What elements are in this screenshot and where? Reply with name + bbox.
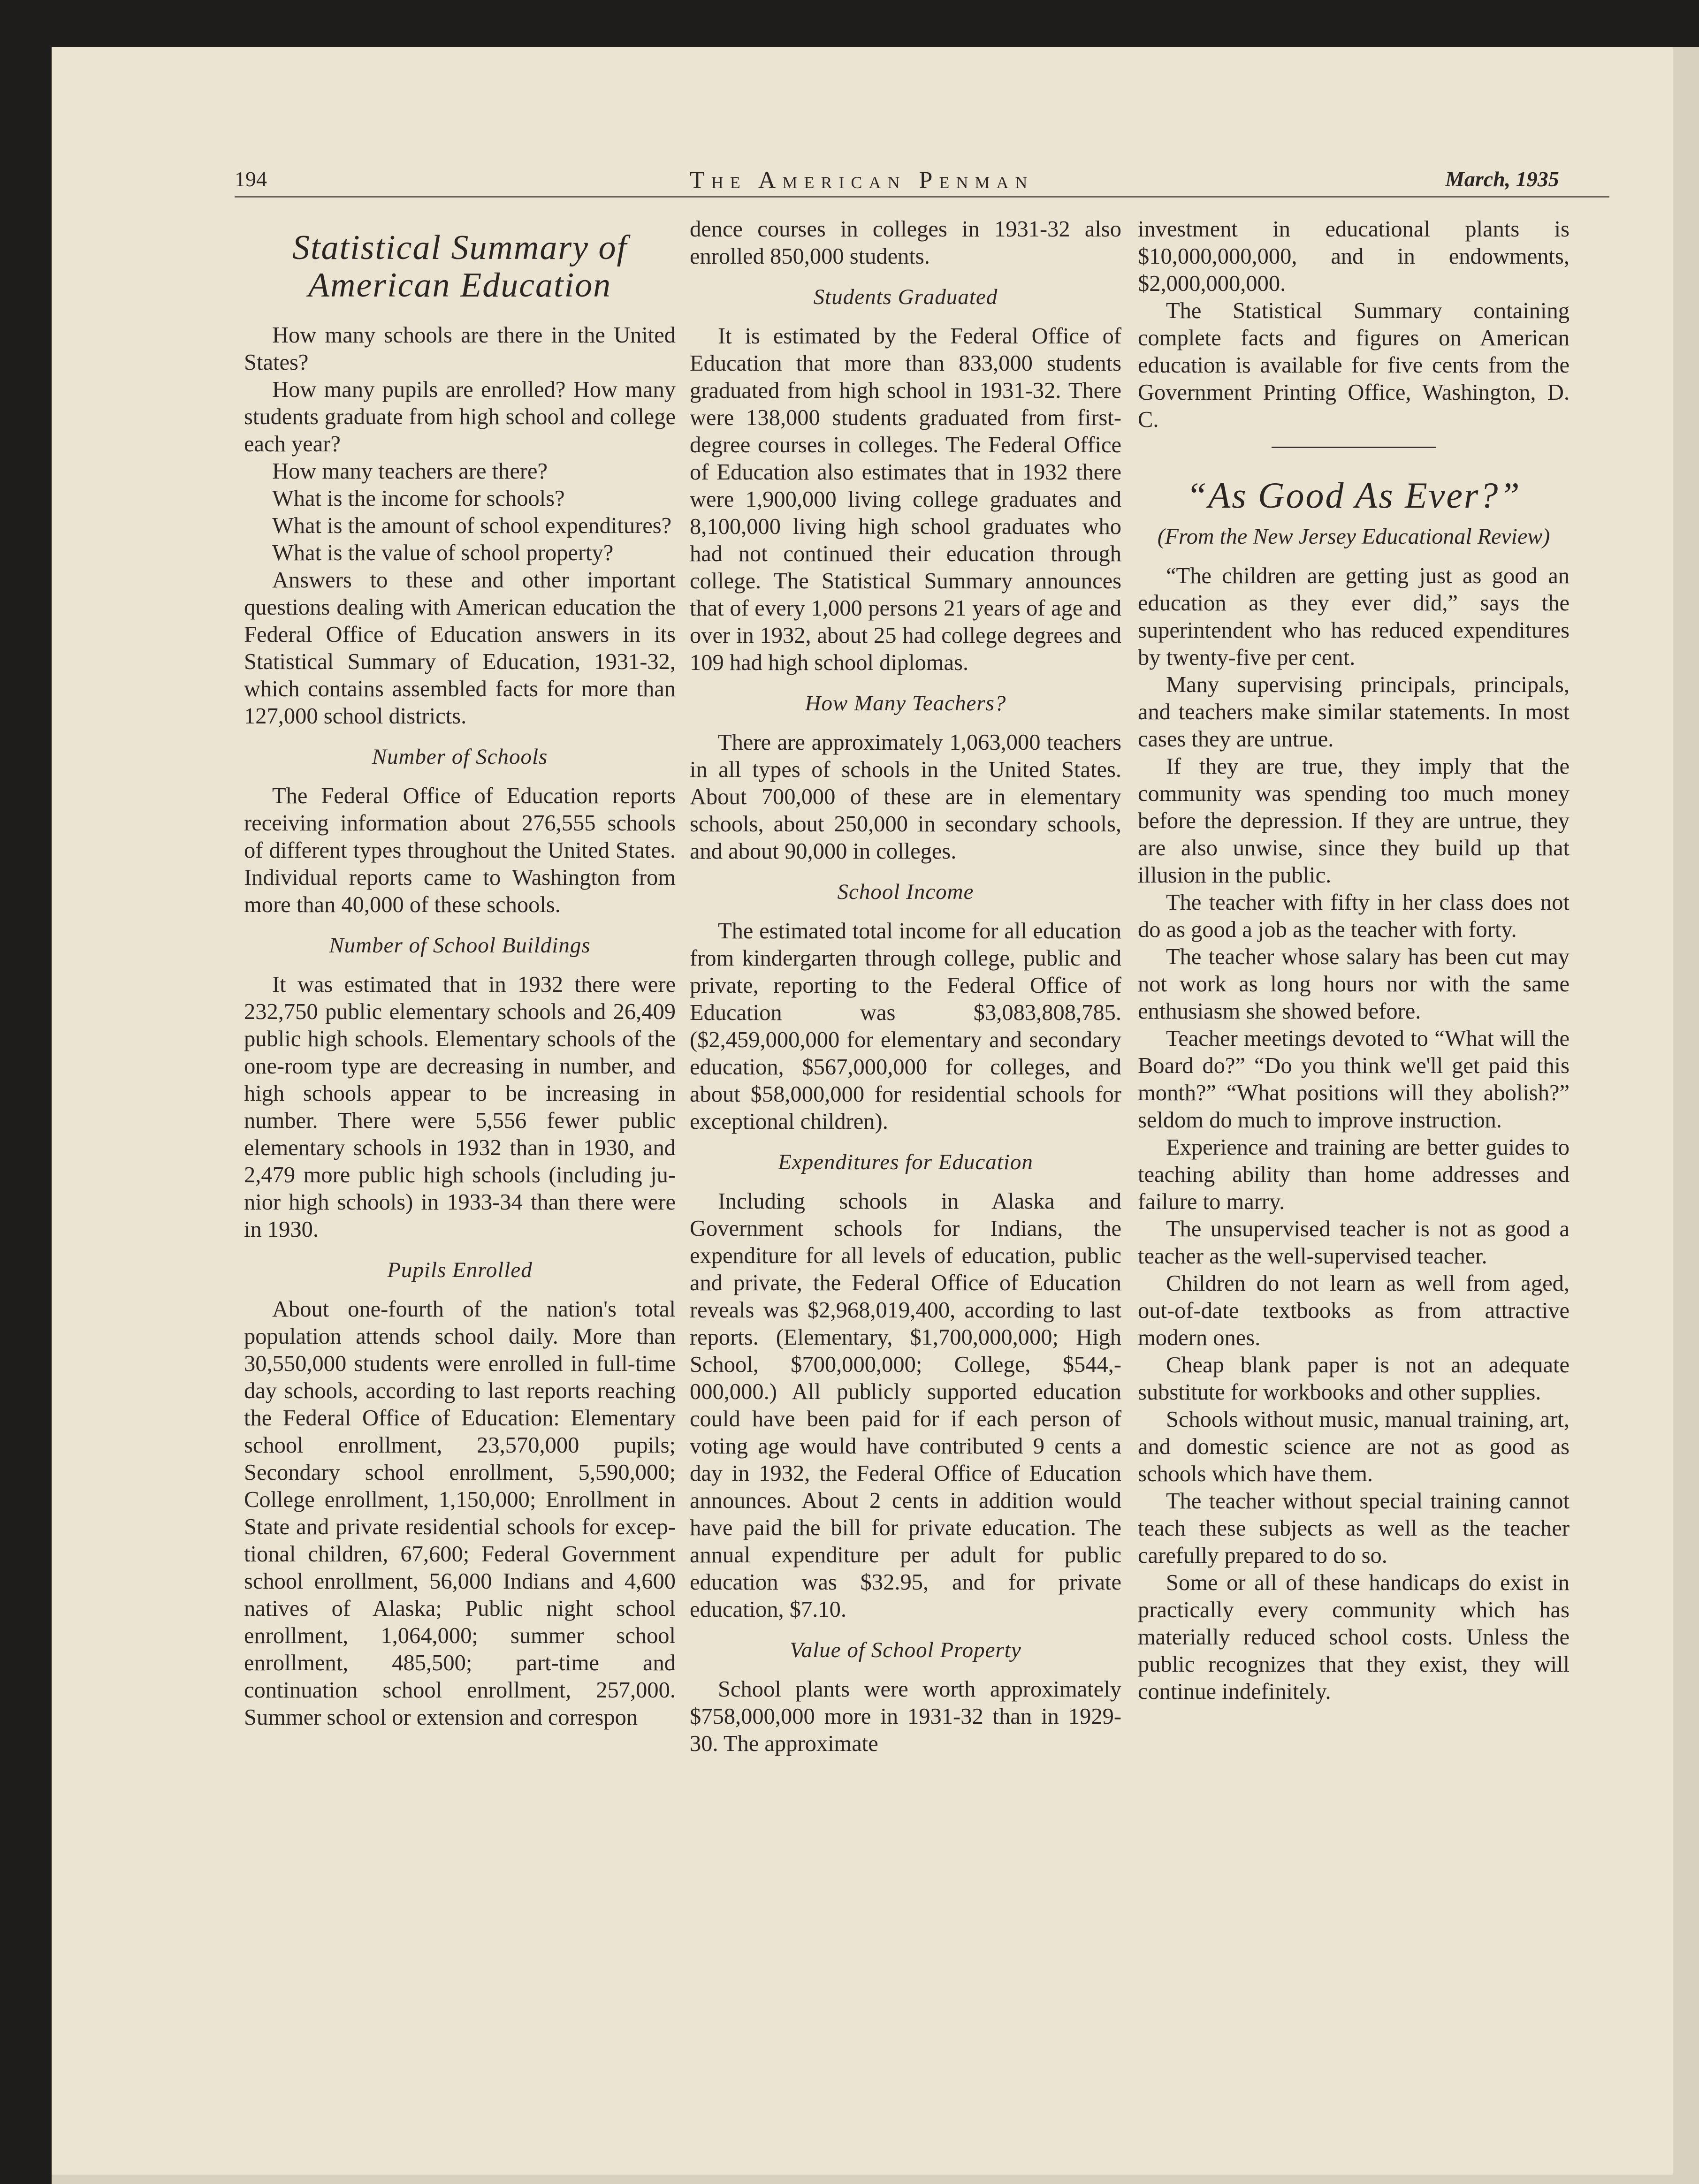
article-paragraph: The teacher without special training cannot teach these subjects as well as the teacher carefully prepared to do so. xyxy=(1138,1489,1569,1568)
article-source: (From the New Jersey Educational Review) xyxy=(1157,524,1550,549)
page-edge-bottom xyxy=(52,2175,1684,2184)
article-paragraph: Some or all of these handicaps do exist in practically every community which has materially reduced school costs. Unless the public recognizes that they exist, they will continue indefinitely. xyxy=(1138,1570,1569,1704)
section-paragraph: Including schools in Alaska and Government schools for Indians, the expenditure for all levels of education, public and private, the Federal Office of Education reveals was $2,968,019,400, according to last reports. (Elementary, $1,700,000,000; High School, $700,000,000; College, $544,000,000.) All publicly supported education could have been paid for if each person of voting age would have contributed 9 cents a day in 1932, the Federal Office of Education announces. About 2 cents in addition would have paid the bill for private education. The annual expenditure per adult for public education was $32.95, and for private education, $7.10. xyxy=(690,1189,1121,1622)
page-edge-right xyxy=(1673,47,1699,2184)
closing-paragraph: The Statistical Summary containing complete facts and figures on American education is available for five cents from the Government Printing Office, Washington, D. C. xyxy=(1138,298,1569,432)
section-heading: Number of School Buildings xyxy=(329,933,591,958)
section-heading: Pupils Enrolled xyxy=(387,1258,533,1282)
header-rule xyxy=(235,196,1609,198)
article-divider xyxy=(1272,447,1436,448)
section-paragraph: School plants were worth approximately $758,000,000 more in 1931-32 than in 1929-30. The approximate xyxy=(690,1677,1121,1756)
section-paragraph: It was estimated that in 1932 there were 232,750 public elementary schools and 26,409 public high schools. Elementary schools of the one-room type are decreasing in number, and high schools appear to be increasing in number. There were 5,556 fewer public elementary schools in 1932 than in 1930, and 2,479 more public high schools (including junior high schools) in 1933-34 than there were in 1930. xyxy=(244,972,676,1242)
section-heading: School Income xyxy=(837,880,974,904)
article-title: “As Good As Ever?” xyxy=(1186,475,1521,516)
intro-question: What is the amount of school expenditures? xyxy=(272,513,672,538)
article-paragraph: Experience and training are better guides to teaching ability than home addresses and failure to marry. xyxy=(1138,1135,1569,1214)
section-paragraph: There are approximately 1,063,000 teachers in all types of schools in the United States. About 700,000 of these are in elementary schools, about 250,000 in secondary schools, and about 90,000 in colleges. xyxy=(690,730,1121,864)
section-heading: Value of School Property xyxy=(790,1638,1021,1662)
article-paragraph: Schools without music, manual training, art, and domestic science are not as good as schools which have them. xyxy=(1138,1407,1569,1486)
section-heading: How Many Teachers? xyxy=(805,691,1006,715)
issue-date: March, 1935 xyxy=(1445,167,1559,191)
intro-paragraph: Answers to these and other important questions dealing with American education the Federal Office of Education answers in its Statistical Summary of Education, 1931-32, which contains assembled facts for more than 127,000 school districts. xyxy=(244,568,676,729)
section-paragraph: About one-fourth of the nation's total population attends school daily. More than 30,550,000 students were enrolled in full-time day schools, according to last reports reaching the Federal Office of Education: Elementary school enrollment, 23,570,000 pupils; Secondary school enrollment, 5,590,000; College enrollment, 1,150,000; Enrollment in State and private residential schools for exceptional children, 67,600; Federal Government school enrollment, 56,000 Indians and 4,600 natives of Alaska; Public night school enrollment, 1,064,000; summer school enrollment, 485,500; part-time and continuation school enrollment, 257,000. Summer school or extension and correspon xyxy=(244,1297,676,1730)
column-3 xyxy=(1138,216,1569,1705)
continued-paragraph: dence courses in colleges in 1931-32 also enrolled 850,000 students. xyxy=(690,217,1121,269)
section-heading: Expenditures for Education xyxy=(778,1150,1033,1174)
article-paragraph: Many supervising principals, principals, and teachers make similar statements. In most cases they are untrue. xyxy=(1138,672,1569,752)
intro-question: How many schools are there in the United States? xyxy=(244,323,676,375)
page-number: 194 xyxy=(235,167,267,191)
article-paragraph: The teacher with fifty in her class does not do as good a job as the teacher with forty. xyxy=(1138,890,1569,942)
article-paragraph: The unsupervised teacher is not as good a teacher as the well-supervised teacher. xyxy=(1138,1217,1569,1269)
article-paragraph: The teacher whose salary has been cut may not work as long hours nor with the same enthusiasm she showed before. xyxy=(1138,944,1569,1024)
article-title: Statistical Summary of American Education xyxy=(292,228,628,304)
intro-question: How many teachers are there? xyxy=(272,459,548,484)
section-paragraph: The Federal Office of Education reports receiving information about 276,555 schools of different types throughout the United States. Individual reports came to Washington from more than 40,000 of these schools. xyxy=(244,784,676,917)
article-paragraph: “The children are getting just as good an education as they ever did,” says the superintendent who has reduced expenditures by twenty-five per cent. xyxy=(1138,563,1569,670)
column-1 xyxy=(244,216,676,1731)
section-paragraph: The estimated total income for all education from kindergarten through college, public and private, reporting to the Federal Office of Education was $3,083,808,785. ($2,459,000,000 for elementary and secondary education, $567,000,000 for colleges, and about $58,000,000 for residential schools for exceptional children). xyxy=(690,919,1121,1134)
article-paragraph: If they are true, they imply that the community was spending too much money before the depression. If they are untrue, they are also unwise, since they build up that illusion in the public. xyxy=(1138,754,1569,888)
section-heading: Students Graduated xyxy=(813,285,998,309)
article-paragraph: Teacher meetings devoted to “What will the Board do?” “Do you think we'll get paid this month?” “What positions will they abolish?” seldom do much to improve instruction. xyxy=(1138,1026,1569,1133)
article-paragraph: Children do not learn as well from aged, out-of-date textbooks as from attractive modern ones. xyxy=(1138,1271,1569,1350)
article-paragraph: Cheap blank paper is not an adequate substitute for workbooks and other supplies. xyxy=(1138,1353,1569,1405)
column-2 xyxy=(690,216,1121,1758)
continued-paragraph: investment in educational plants is $10,000,000,000, and in endowments, $2,000,000,000. xyxy=(1138,217,1569,296)
intro-question: What is the value of school property? xyxy=(272,540,614,565)
intro-question: What is the income for schools? xyxy=(272,486,565,511)
intro-question: How many pupils are enrolled? How many students graduate from high school and college each year? xyxy=(244,377,676,457)
running-title: The American Penman xyxy=(690,167,1034,194)
section-heading: Number of Schools xyxy=(372,745,548,769)
section-paragraph: It is estimated by the Federal Office of Education that more than 833,000 students graduated from high school in 1931-32. There were 138,000 students graduated from first-degree courses in colleges. The Federal Office of Education also estimates that in 1932 there were 1,900,000 living college graduates and 8,100,000 living high school graduates who had not continued their education through college. The Statistical Summary announces that of every 1,000 persons 21 years of age and over in 1932, about 25 had college degrees and 109 had high school diplomas. xyxy=(690,324,1121,675)
